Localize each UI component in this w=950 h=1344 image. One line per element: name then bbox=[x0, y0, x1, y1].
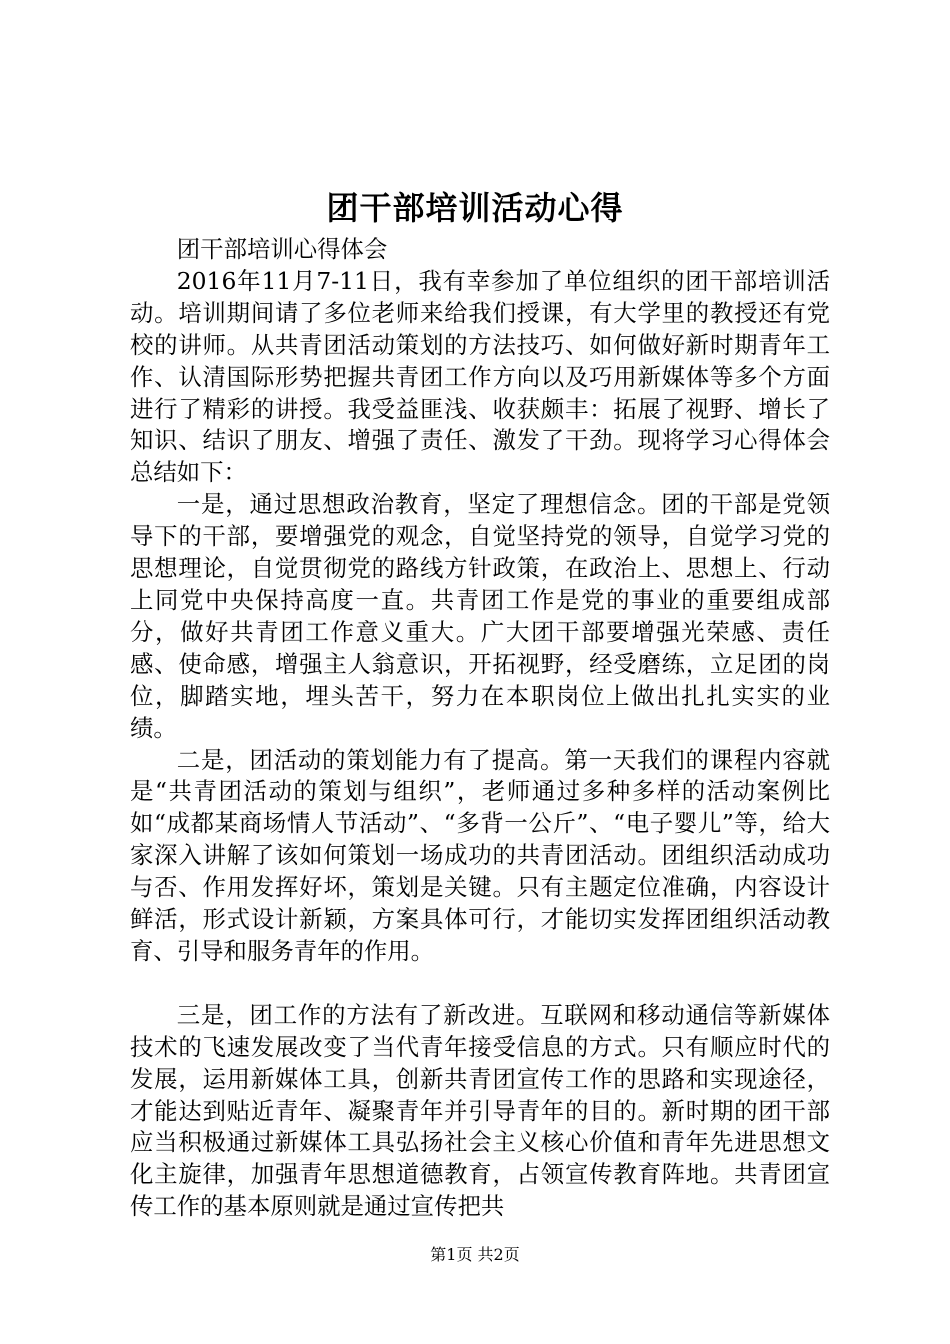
point-three-paragraph: 三是，团工作的方法有了新改进。互联网和移动通信等新媒体技术的飞速发展改变了当代青年接受信息的方式。只有顺应时代的发展，运用新媒体工具，创新共青团宣传工作的思路和实现途径，才能达到贴近青年、凝聚青年并引导青年的目的。新时期的团干部应当积极通过新媒体工具弘扬社会主义核心价值和青年先进思想文化主旋律，加强青年思想道德教育，占领宣传教育阵地。共青团宣传工作的基本原则就是通过宣传把共 bbox=[130, 1000, 830, 1221]
point-one-paragraph: 一是，通过思想政治教育，坚定了理想信念。团的干部是党领导下的干部，要增强党的观念，自觉坚持党的领导，自觉学习党的思想理论，自觉贯彻党的路线方针政策，在政治上、思想上、行动上同党中央保持高度一直。共青团工作是党的事业的重要组成部分，做好共青团工作意义重大。广大团干部要增强光荣感、责任感、使命感，增强主人翁意识，开拓视野，经受磨练，立足团的岗位，脚踏实地，埋头苦干，努力在本职岗位上做出扎扎实实的业绩。 bbox=[130, 490, 830, 742]
intro-paragraph: 2016年11月7-11日，我有幸参加了单位组织的团干部培训活动。培训期间请了多位老师来给我们授课，有大学里的教授还有党校的讲师。从共青团活动策划的方法技巧、如何做好新时期青年工作、认清国际形势把握共青团工作方向以及巧用新媒体等多个方面进行了精彩的讲授。我受益匪浅、收获颇丰：拓展了视野、增长了知识、结识了朋友、增强了责任、激发了干劲。现将学习心得体会总结如下： bbox=[130, 266, 830, 487]
document-title: 团干部培训活动心得 bbox=[326, 189, 624, 227]
point-two-paragraph: 二是，团活动的策划能力有了提高。第一天我们的课程内容就是“共青团活动的策划与组织”，老师通过多种多样的活动案例比如“成都某商场情人节活动”、“多背一公斤”、“电子婴儿”等，给大家深入讲解了该如何策划一场成功的共青团活动。团组织活动成功与否、作用发挥好坏，策划是关键。只有主题定位准确，内容设计鲜活，形式设计新颖，方案具体可行，才能切实发挥团组织活动教育、引导和服务青年的作用。 bbox=[130, 745, 830, 965]
subtitle-paragraph: 团干部培训心得体会 bbox=[176, 235, 388, 263]
document-body bbox=[130, 234, 830, 1223]
page-number: 第1页 共2页 bbox=[430, 1245, 520, 1264]
